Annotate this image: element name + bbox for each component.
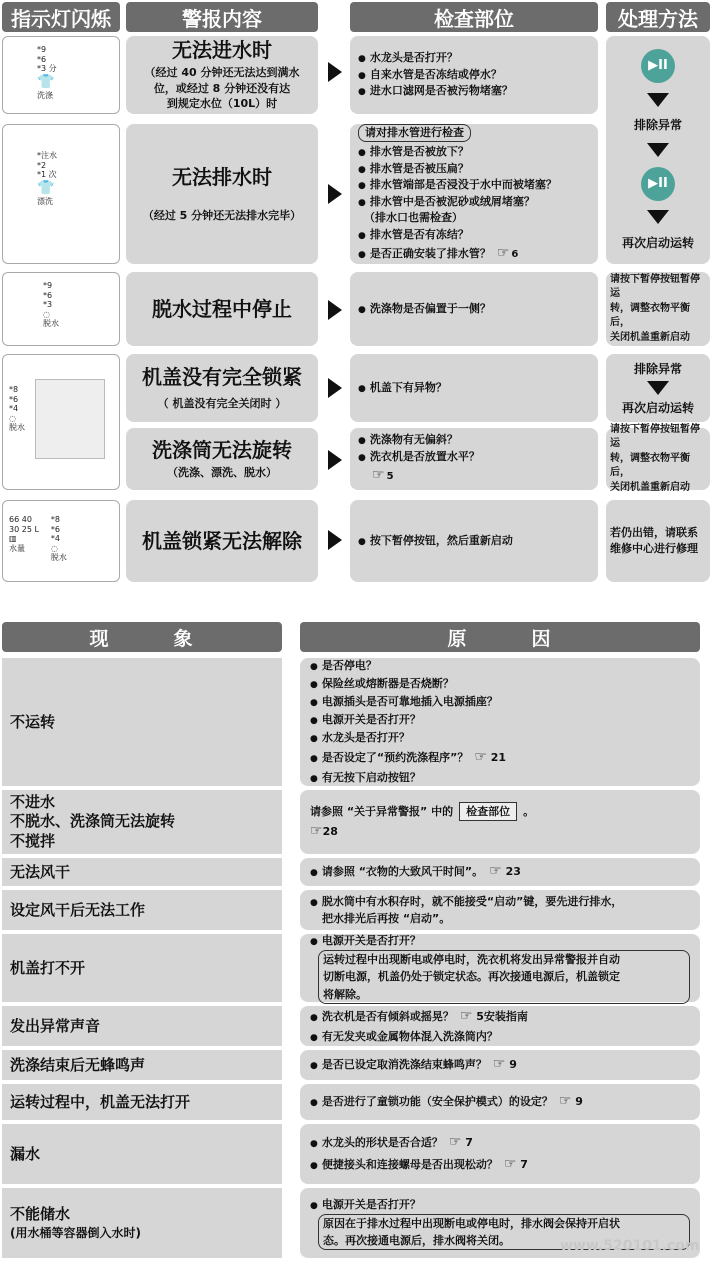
action-drum-no-rotate: 请按下暂停按钮暂停运 转，调整衣物平衡后， 关闭机盖重新启动 xyxy=(606,428,710,490)
start-pause-button-icon: ▶II xyxy=(641,167,675,201)
pointing-hand-icon: ☞ xyxy=(496,245,510,262)
shirt-icon: 👕 xyxy=(37,179,55,196)
header-action: 处理方法 xyxy=(606,2,710,32)
arrow-down-icon xyxy=(647,143,669,157)
arrow-down-icon xyxy=(647,381,669,395)
pointing-hand-icon: ☞ xyxy=(558,1093,572,1110)
phen-no-dry: 无法风干 xyxy=(2,858,282,886)
header-alert: 警报内容 xyxy=(126,2,318,32)
alert-drum-no-rotate: 洗涤筒无法旋转 （洗涤、漂洗、脱水） xyxy=(126,428,318,490)
indicator-panel-2: *注水 *2 *1 次 👕 漂洗 xyxy=(2,124,120,264)
alert-no-drain: 无法排水时 （经过 5 分钟还无法排水完毕） xyxy=(126,124,318,264)
check-no-drain: 请对排水管进行检查 ● 排水管是否被放下？ ● 排水管是否被压扁？ ● 排水管端部是否浸没于水中而被堵塞？ ● 排水管中是否被泥砂或绒屑堵塞？ （排水口也需检查） ● 排水管是否有冻结？ ● 是否正确安装了排水管？ ☞ 6 xyxy=(350,124,598,264)
indicator-panel-3: *9 *6 *3 ◌ 脱水 xyxy=(2,272,120,346)
check-no-water-in: ● 水龙头是否打开？ ● 自来水管是否冻结或停水？ ● 进水口滤网是否被污物堵塞？ xyxy=(350,36,598,114)
alert-lid-not-locked: 机盖没有完全锁紧 （ 机盖没有完全关闭时 ） xyxy=(126,354,318,422)
arrow-down-icon xyxy=(647,93,669,107)
alert-spin-stop: 脱水过程中停止 xyxy=(126,272,318,346)
indicator-panel-1: *9 *6 *3 分 👕 洗涤 xyxy=(2,36,120,114)
phen-no-beep: 洗涤结束后无蜂鸣声 xyxy=(2,1050,282,1080)
arrow-right-icon xyxy=(328,450,342,470)
check-spin-stop: ● 洗涤物是否偏置于一侧？ xyxy=(350,272,598,346)
pointing-hand-icon: ☞ xyxy=(459,1008,473,1025)
phen-lid-wont-open: 机盖打不开 xyxy=(2,934,282,1002)
action-lid-not-locked: 排除异常 再次启动运转 xyxy=(606,354,710,422)
alert-no-water-in: 无法进水时 （经过 40 分钟还无法达到满水 位，或经过 8 分钟还没有达 到规定水位（10L）时 xyxy=(126,36,318,114)
header-check: 检查部位 xyxy=(350,2,598,32)
arrow-right-icon xyxy=(328,530,342,550)
action-spin-stop: 请按下暂停按钮暂停运 转，调整衣物平衡后， 关闭机盖重新启动 xyxy=(606,272,710,346)
arrow-right-icon xyxy=(328,300,342,320)
program-panel xyxy=(35,379,105,459)
cause-no-store-water: ● 电源开关是否打开？ 原因在于排水过程中出现断电或停电时，排水阀会保持开启状 态。再次接通电源后，排水阀将关闭。 xyxy=(300,1188,700,1258)
phen-leak: 漏水 xyxy=(2,1124,282,1184)
header-indicator: 指示灯闪烁 xyxy=(2,2,120,32)
water-icon: ▥ xyxy=(9,534,17,544)
cause-leak: ● 水龙头的形状是否合适？ ☞ 7 ● 便捷接头和连接螺母是否出现松动？ ☞ 7 xyxy=(300,1124,700,1184)
check-lid-lock-unreleased: ● 按下暂停按钮，然后重新启动 xyxy=(350,500,598,582)
arrow-right-icon xyxy=(328,378,342,398)
spin-icon: ◌ xyxy=(9,413,16,423)
cause-no-beep: ● 是否已设定取消洗涤结束蜂鸣声？ ☞ 9 xyxy=(300,1050,700,1080)
arrow-right-icon xyxy=(328,62,342,82)
spin-icon: ◌ xyxy=(43,309,50,319)
cause-lid-wont-open: ● 电源开关是否打开？ 运转过程中出现断电或停电时，洗衣机将发出异常警报并自动 切断电源，机盖仍处于锁定状态。再次接通电源后，机盖锁定 将解除。 xyxy=(300,934,700,1002)
cause-no-water: 请参照 “关于异常警报” 中的 检查部位 。 ☞28 xyxy=(300,790,700,854)
pointing-hand-icon: ☞ xyxy=(448,1134,462,1151)
shirt-icon: 👕 xyxy=(37,73,55,90)
start-pause-button-icon: ▶II xyxy=(641,49,675,83)
check-lid-not-locked: ● 机盖下有异物？ xyxy=(350,354,598,422)
header-cause: 原 因 xyxy=(300,622,700,652)
arrow-right-icon xyxy=(328,184,342,204)
phen-dry-not-work: 设定风干后无法工作 xyxy=(2,890,282,930)
phen-lid-locked-running: 运转过程中，机盖无法打开 xyxy=(2,1084,282,1120)
check-section-tag: 检查部位 xyxy=(459,802,517,821)
arrow-down-icon xyxy=(647,210,669,224)
cause-dry-not-work: ● 脱水筒中有水积存时，就不能接受“启动”键，要先进行排水， 把水排光后再按 “启动”。 xyxy=(300,890,700,930)
cause-abnormal-noise: ● 洗衣机是否有倾斜或摇晃？ ☞ 5安装指南 ● 有无发夹或金属物体混入洗涤筒内？ xyxy=(300,1006,700,1046)
cause-no-dry: ● 请参照 “衣物的大致风干时间”。 ☞ 23 xyxy=(300,858,700,886)
cause-no-run: ● 是否停电？ ● 保险丝或熔断器是否烧断？ ● 电源插头是否可靠地插入电源插座？ ● 电源开关是否打开？ ● 水龙头是否打开？ ● 是否设定了“预约洗涤程序”？ ☞ 21 ● 有无按下启动按钮？ xyxy=(300,658,700,786)
pointing-hand-icon: ☞ xyxy=(503,1156,517,1172)
spin-icon: ◌ xyxy=(50,543,58,553)
pointing-hand-icon: ☞ xyxy=(492,1056,506,1073)
action-repair: 若仍出错，请联系 维修中心进行修理 xyxy=(606,500,710,582)
phen-no-water: 不进水 不脱水、洗涤筒无法旋转 不搅拌 xyxy=(2,790,282,854)
check-drum-no-rotate: ● 洗涤物有无偏斜？ ● 洗衣机是否放置水平？ ☞ 5 xyxy=(350,428,598,490)
watermark: www.520101.com xyxy=(560,1238,700,1254)
indicator-panel-5: 66 40 30 25 L ▥ 水量 *8 *6 *4 ◌ 脱水 xyxy=(2,500,120,582)
cause-lid-locked-running: ● 是否进行了童锁功能（安全保护模式）的设定？ ☞ 9 xyxy=(300,1084,700,1120)
pointing-hand-icon: ☞ xyxy=(372,467,385,483)
pointing-hand-icon: ☞ xyxy=(310,822,323,839)
indicator-panel-4: *8 *6 *4 ◌ 脱水 xyxy=(2,354,120,490)
action-flow-water: ▶II 排除异常 ▶II 再次启动运转 xyxy=(606,36,710,264)
alert-lid-lock-unreleased: 机盖锁紧无法解除 xyxy=(126,500,318,582)
framed-note: 原因在于排水过程中出现断电或停电时，排水阀会保持开启状 态。再次接通电源后，排水阀将关闭。 xyxy=(318,1214,690,1250)
pointing-hand-icon: ☞ xyxy=(489,863,502,880)
pointing-hand-icon: ☞ xyxy=(474,749,487,766)
framed-note: 运转过程中出现断电或停电时，洗衣机将发出异常警报并自动 切断电源，机盖仍处于锁定状态。再次接通电源后，机盖锁定 将解除。 xyxy=(318,950,690,1003)
phen-abnormal-noise: 发出异常声音 xyxy=(2,1006,282,1046)
header-phenomenon: 现 象 xyxy=(2,622,282,652)
phen-no-store-water: 不能储水 (用水桶等容器倒入水时) xyxy=(2,1188,282,1258)
drain-note: 请对排水管进行检查 xyxy=(358,124,471,143)
phen-no-run: 不运转 xyxy=(2,658,282,786)
